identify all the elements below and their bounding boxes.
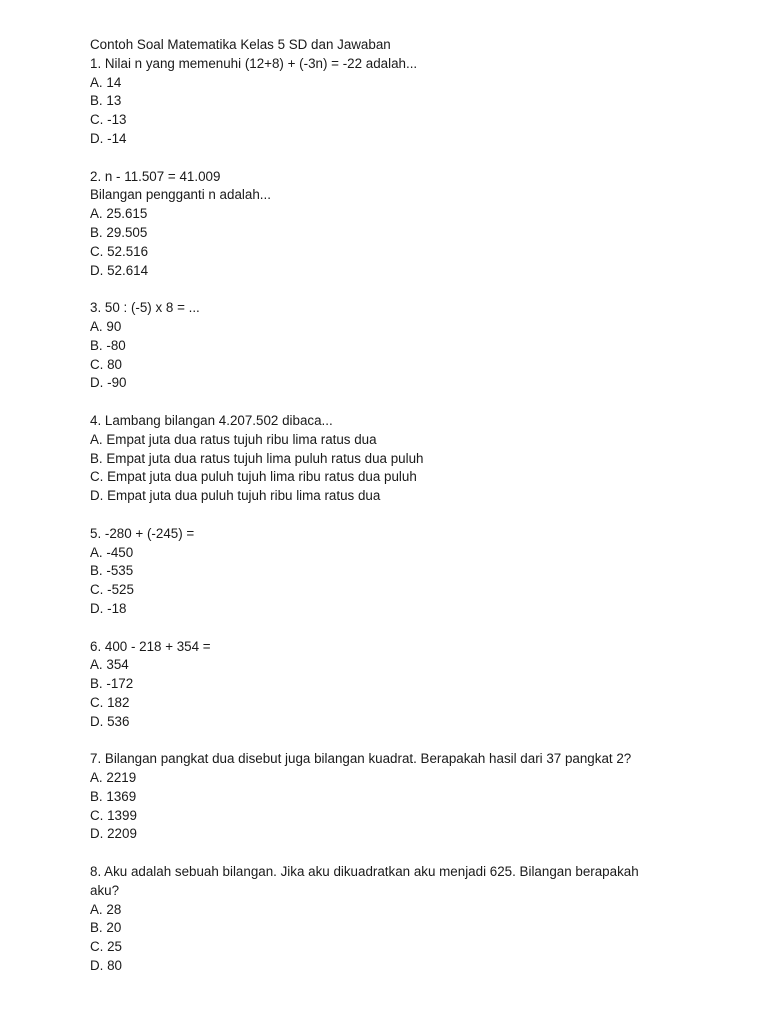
spacer xyxy=(90,731,680,750)
answer-option: A. 354 xyxy=(90,657,129,673)
question-8 xyxy=(90,863,680,976)
answer-option: B. -535 xyxy=(90,563,134,579)
answer-option: C. 80 xyxy=(90,356,123,372)
answer-option: D. 80 xyxy=(90,958,123,974)
answer-option: B. 20 xyxy=(90,920,122,936)
question-text: 4. Lambang bilangan 4.207.502 dibaca... xyxy=(90,412,333,428)
question-text: 1. Nilai n yang memenuhi (12+8) + (-3n) = -22 adalah... xyxy=(90,55,418,71)
answer-option: C. Empat juta dua puluh tujuh lima ribu ratus dua puluh xyxy=(90,469,417,485)
spacer xyxy=(90,149,680,168)
answer-option: D. Empat juta dua puluh tujuh ribu lima ratus dua xyxy=(90,488,381,504)
answer-option: A. 28 xyxy=(90,901,122,917)
spacer xyxy=(90,619,680,638)
question-text: 2. n - 11.507 = 41.009 xyxy=(90,168,221,184)
answer-option: B. -80 xyxy=(90,337,126,353)
question-text: 3. 50 : (-5) x 8 = ... xyxy=(90,300,200,316)
question-text: 5. -280 + (-245) = xyxy=(90,525,195,541)
question-7 xyxy=(90,750,680,844)
spacer xyxy=(90,844,680,863)
question-1 xyxy=(90,55,680,149)
question-5 xyxy=(90,525,680,619)
question-text: 8. Aku adalah sebuah bilangan. Jika aku dikuadratkan aku menjadi 625. Bilangan berapakah xyxy=(90,864,639,880)
question-2 xyxy=(90,168,680,281)
answer-option: A. Empat juta dua ratus tujuh ribu lima ratus dua xyxy=(90,431,377,447)
answer-option: C. 1399 xyxy=(90,807,137,823)
answer-option: A. 90 xyxy=(90,318,122,334)
question-text: Bilangan pengganti n adalah... xyxy=(90,187,271,203)
answer-option: B. 13 xyxy=(90,93,122,109)
answer-option: B. -172 xyxy=(90,676,134,692)
question-text: 7. Bilangan pangkat dua disebut juga bilangan kuadrat. Berapakah hasil dari 37 pangkat 2? xyxy=(90,751,632,767)
question-4 xyxy=(90,412,680,506)
answer-option: B. 1369 xyxy=(90,788,137,804)
answer-option: D. 2209 xyxy=(90,826,137,842)
answer-option: A. 2219 xyxy=(90,770,137,786)
answer-option: C. -525 xyxy=(90,582,134,598)
document-title: Contoh Soal Matematika Kelas 5 SD dan Jawaban xyxy=(90,37,391,52)
answer-option: D. 52.614 xyxy=(90,262,149,278)
answer-option: A. -450 xyxy=(90,544,134,560)
document-body xyxy=(90,36,680,976)
answer-option: A. 25.615 xyxy=(90,206,148,222)
question-6 xyxy=(90,638,680,732)
answer-option: B. Empat juta dua ratus tujuh lima puluh ratus dua puluh xyxy=(90,450,424,466)
spacer xyxy=(90,393,680,412)
answer-option: A. 14 xyxy=(90,74,122,90)
answer-option: C. 182 xyxy=(90,694,130,710)
question-text: aku? xyxy=(90,882,120,898)
answer-option: C. 25 xyxy=(90,939,123,955)
answer-option: C. 52.516 xyxy=(90,243,149,259)
answer-option: C. -13 xyxy=(90,112,127,128)
answer-option: D. 536 xyxy=(90,713,130,729)
question-3 xyxy=(90,299,680,393)
question-text: 6. 400 - 218 + 354 = xyxy=(90,638,211,654)
answer-option: D. -90 xyxy=(90,375,127,391)
spacer xyxy=(90,506,680,525)
answer-option: D. -14 xyxy=(90,130,127,146)
answer-option: D. -18 xyxy=(90,600,127,616)
answer-option: B. 29.505 xyxy=(90,224,148,240)
spacer xyxy=(90,280,680,299)
